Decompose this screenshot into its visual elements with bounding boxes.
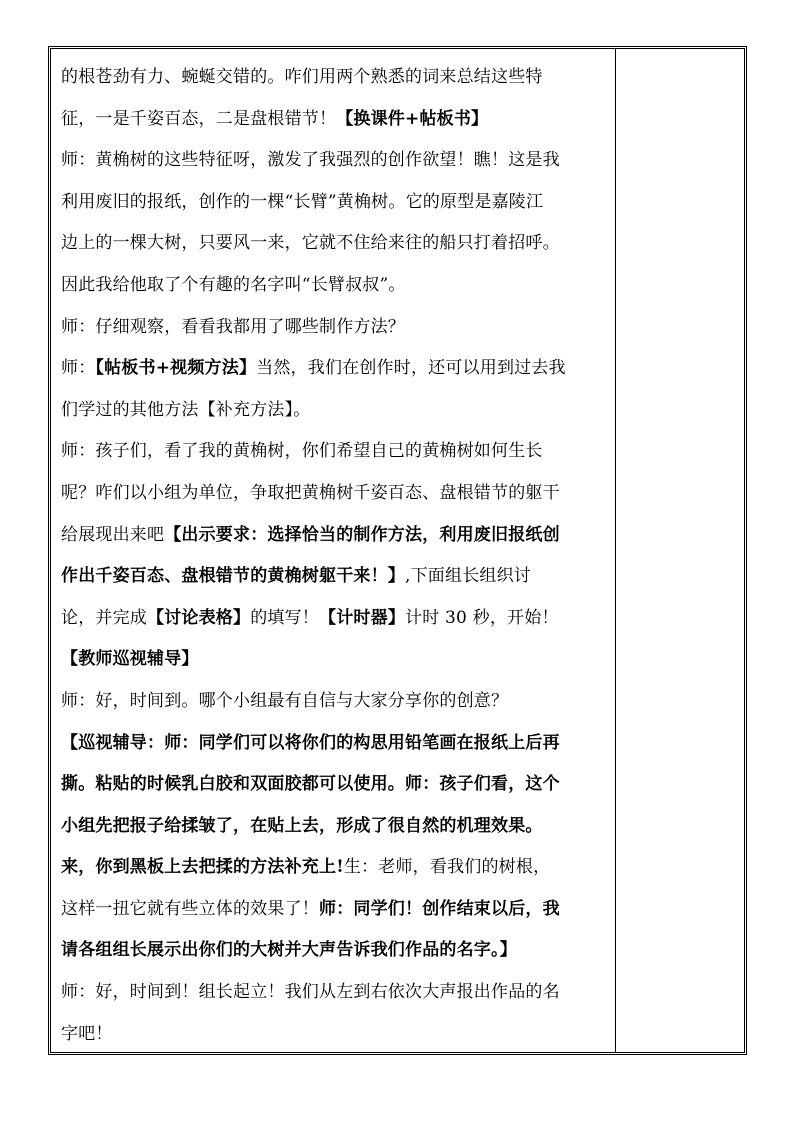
- text-segment: 给展现出来吧: [61, 524, 165, 545]
- text-line: [61, 972, 613, 1014]
- text-segment: 的根苍劲有力、蜿蜒交错的。咋们用两个熟悉的词来总结这些特: [61, 67, 543, 87]
- text-line: [61, 473, 613, 515]
- lesson-content-cell: [51, 49, 616, 1052]
- text-segment: 师：: [61, 358, 96, 379]
- text-line: [61, 57, 613, 99]
- bold-text-segment: 【教师巡视辅导】: [61, 649, 199, 670]
- bold-text-segment: 请各组组长展示出你们的大树并大声告诉我们作品的名字。】: [61, 940, 517, 961]
- text-segment: 们学过的其他方法【补充方法】。: [61, 399, 311, 420]
- text-segment: 当然，我们在创作时，还可以用到过去我: [256, 358, 566, 379]
- text-segment: 这样一扭它就有些立体的效果了！: [61, 898, 319, 919]
- text-line: [61, 847, 613, 889]
- notes-cell: [617, 49, 744, 1052]
- text-segment: 师：孩子们，看了我的黄桷树，你们希望自己的黄桷树如何生长: [61, 441, 543, 462]
- text-segment: 的填写！: [250, 607, 320, 628]
- text-line: [61, 1014, 613, 1056]
- bold-text-segment: 来，你到黑板上去把揉的方法补充上!: [61, 857, 344, 878]
- text-segment: 计时 30 秒，开始！: [405, 607, 559, 628]
- bold-text-segment: 【巡视辅导：师：同学们可以将你们的构思用铅笔画在报纸上后再: [61, 732, 560, 753]
- text-line: [61, 764, 613, 806]
- bold-text-segment: 【出示要求：选择恰当的制作方法，利用废旧报纸创: [164, 524, 560, 545]
- text-line: [61, 723, 613, 765]
- text-line: [61, 639, 613, 681]
- text-line: [61, 806, 613, 848]
- text-line: [61, 182, 613, 224]
- text-line: [61, 348, 613, 390]
- bold-text-segment: 【计时器】: [319, 607, 406, 628]
- lesson-table: [48, 46, 747, 1055]
- text-line: [61, 431, 613, 473]
- bold-text-segment: 【帖板书+视频方法】: [95, 358, 257, 379]
- text-line: [61, 598, 613, 640]
- text-segment: 生：老师，看我们的树根，: [343, 857, 551, 878]
- text-line: [61, 140, 613, 182]
- text-segment: 师：好，时间到！组长起立！我们从左到右依次大声报出作品的名: [61, 982, 560, 1003]
- bold-text-segment: 【换课件+帖板书】: [336, 108, 489, 129]
- bold-text-segment: 师：同学们！创作结束以后，我: [319, 898, 560, 919]
- text-line: [61, 99, 613, 141]
- text-line: [61, 515, 613, 557]
- text-line: [61, 223, 613, 265]
- text-segment: 利用废旧的报纸，创作的一棵“长臂”黄桷树。它的原型是嘉陵江: [61, 191, 544, 212]
- bold-text-segment: 作出千姿百态、盘根错节的黄桷树躯干来！】: [61, 566, 405, 587]
- text-line: [61, 556, 613, 598]
- text-line: [61, 930, 613, 972]
- text-line: [61, 390, 613, 432]
- text-segment: 征，一是千姿百态，二是盘根错节！: [61, 108, 337, 129]
- text-segment: 师：仔细观察，看看我都用了哪些制作方法？: [61, 316, 405, 337]
- text-segment: 论，并完成: [61, 607, 147, 628]
- lesson-text: [61, 57, 613, 1055]
- bold-text-segment: 撕。粘贴的时候乳白胶和双面胶都可以使用。师：孩子们看，这个: [61, 774, 560, 795]
- text-line: [61, 681, 613, 723]
- text-line: [61, 265, 613, 307]
- text-line: [61, 307, 613, 349]
- text-segment: ,下面组长组织讨: [405, 566, 532, 587]
- bold-text-segment: 【讨论表格】: [147, 607, 251, 628]
- text-segment: 呢？咋们以小组为单位，争取把黄桷树千姿百态、盘根错节的躯干: [61, 482, 560, 503]
- text-segment: 字吧！: [61, 1023, 113, 1044]
- text-segment: 师：黄桷树的这些特征呀，激发了我强烈的创作欲望！瞧！这是我: [61, 150, 560, 171]
- text-line: [61, 889, 613, 931]
- text-segment: 师：好，时间到。哪个小组最有自信与大家分享你的创意？: [61, 690, 509, 711]
- text-segment: 因此我给他取了个有趣的名字叫“长臂叔叔”。: [61, 274, 406, 295]
- text-segment: 边上的一棵大树，只要风一来，它就不住给来往的船只打着招呼。: [61, 233, 560, 254]
- bold-text-segment: 小组先把报子给揉皱了，在贴上去，形成了很自然的机理效果。: [61, 815, 543, 836]
